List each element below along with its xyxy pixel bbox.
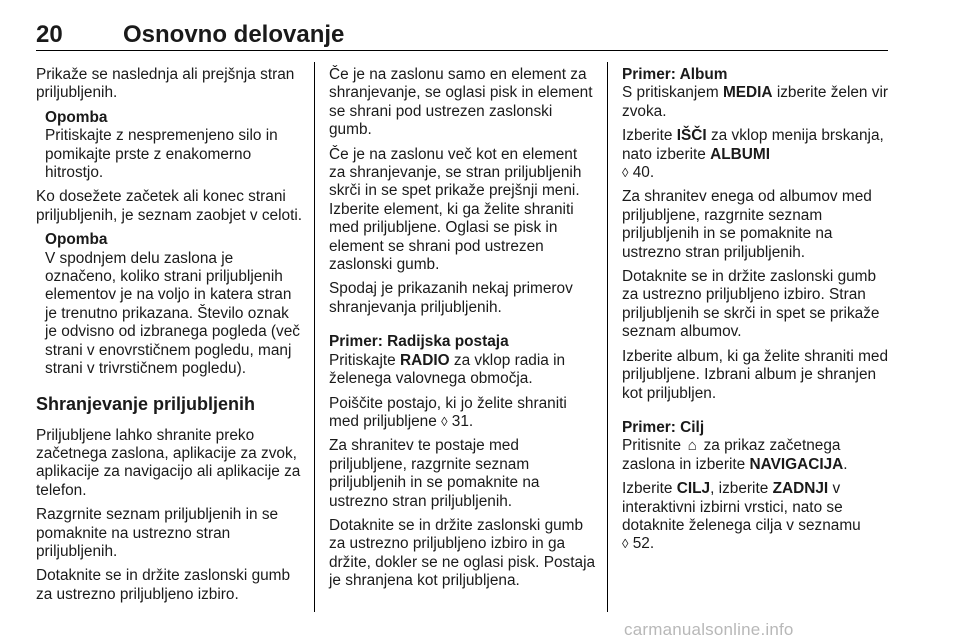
- column-divider-2: [607, 62, 608, 612]
- text: za prikaz začetnega zaslona in izberite: [622, 437, 841, 473]
- paragraph: Za shranitev te postaje med priljubljene, razgrnite seznam priljubljenih in se pomaknite na ustrezno stran priljubljenih.: [329, 437, 540, 510]
- paragraph: [329, 352, 597, 389]
- text: za vklop menija brskanja, nato izberite: [622, 127, 884, 163]
- home-icon: ⌂: [687, 437, 697, 455]
- key-label-cilj: CILJ: [676, 480, 711, 498]
- column-3: [622, 66, 890, 560]
- page-reference-icon: ◊: [622, 165, 629, 181]
- paragraph: [622, 437, 890, 474]
- page-reference[interactable]: 52.: [632, 535, 655, 553]
- column-1: [36, 66, 304, 610]
- paragraph: [622, 127, 890, 182]
- paragraph: Za shranitev enega od albumov med priljubljene, razgrnite seznam priljubljenih in se pomaknite na ustrezno stran priljubljenih.: [622, 188, 872, 261]
- text: Izberite: [622, 480, 673, 498]
- key-label-navigacija: NAVIGACIJA: [749, 455, 844, 473]
- paragraph: Priljubljene lahko shranite preko začetnega zaslona, aplikacije za zvok, aplikacije za navigacijo ali aplikacije za telefon.: [36, 426, 301, 499]
- key-label-radio: RADIO: [400, 351, 450, 369]
- text: v interaktivni izbirni vrstici, nato se dotaknite želenega cilja v seznamu: [622, 480, 861, 534]
- paragraph: Izberite album, ki ga želite shraniti med priljubljene. Izbrani album je shranjen kot priljubljen.: [622, 347, 889, 402]
- paragraph: Če je na zaslonu samo en element za shranjevanje, se oglasi pisk in element se shrani pod ustrezen zaslonski gumb.: [329, 66, 593, 139]
- section-heading: Shranjevanje priljubljenih: [36, 393, 256, 414]
- example-heading: Primer: Radijska postaja: [329, 333, 509, 351]
- text: za vklop radia in želenega valovnega območja.: [329, 351, 566, 388]
- key-label-media: MEDIA: [722, 84, 773, 102]
- text: Izberite: [622, 127, 673, 145]
- note-box: [45, 109, 304, 183]
- paragraph: Spodaj je prikazanih nekaj primerov shranjevanja priljubljenih.: [329, 280, 573, 316]
- page-header: [36, 0, 888, 51]
- text: Poiščite postajo, ki jo želite shraniti med priljubljene: [329, 394, 567, 430]
- text: izberite želen vir zvoka.: [622, 84, 889, 120]
- text: .: [843, 455, 848, 473]
- page-number: 20: [36, 21, 63, 48]
- page-reference[interactable]: 40.: [632, 164, 655, 182]
- paragraph: [622, 480, 890, 554]
- paragraph: Če je na zaslonu več kot en element za shranjevanje, se stran priljubljenih skrči in se spet prikaže prejšnji meni. Izberite element, ki ga želite shraniti med priljubljene. Oglasi se pisk in element se shrani pod ustrezen zaslonski gumb.: [329, 145, 582, 274]
- key-label-isci: IŠČI: [676, 127, 707, 145]
- note-title: Opomba: [45, 231, 108, 249]
- paragraph: Ko dosežete začetek ali konec strani priljubljenih, je seznam zaobjet v celoti.: [36, 188, 303, 224]
- column-divider-1: [314, 62, 315, 612]
- paragraph: Prikaže se naslednja ali prejšnja stran priljubljenih.: [36, 66, 295, 102]
- page-reference-icon: ◊: [622, 536, 629, 552]
- column-2: [329, 66, 597, 597]
- text: Pritisnite: [622, 437, 682, 455]
- paragraph: Razgrnite seznam priljubljenih in se pomaknite na ustrezno stran priljubljenih.: [36, 506, 279, 560]
- note-box: [45, 231, 304, 378]
- text: S pritiskanjem: [622, 84, 719, 102]
- paragraph: [622, 84, 890, 121]
- page-reference[interactable]: 31.: [451, 412, 474, 430]
- watermark: carmanualsonline.info: [624, 620, 794, 639]
- paragraph: [329, 395, 597, 432]
- key-label-zadnji: ZADNJI: [772, 480, 829, 498]
- paragraph: Dotaknite se in držite zaslonski gumb za ustrezno priljubljeno izbiro.: [36, 567, 291, 603]
- page-title: Osnovno delovanje: [123, 21, 345, 48]
- page-reference-icon: ◊: [441, 413, 448, 429]
- paragraph: Dotaknite se in držite zaslonski gumb za ustrezno priljubljeno izbiro. Stran priljubljenih se skrči in spet se prikaže seznam albumov.: [622, 268, 880, 341]
- text: , izberite: [710, 480, 769, 498]
- example-heading: Primer: Cilj: [622, 418, 705, 436]
- example-heading: Primer: Album: [622, 66, 728, 83]
- note-text: V spodnjem delu zaslona je označeno, koliko strani priljubljenih elementov je na voljo in katera stran je trenutno prikazana. Število oznak je odvisno od izbranega pogleda (več strani v enovrstičnem pogledu, manj strani v trivrstičnem pogledu).: [45, 249, 300, 378]
- note-text: Pritiskajte z nespremenjeno silo in pomikajte prste z enakomerno hitrostjo.: [45, 127, 278, 182]
- note-title: Opomba: [45, 108, 108, 126]
- paragraph: Dotaknite se in držite zaslonski gumb za ustrezno priljubljeno izbiro in ga držite, dokler se ne oglasi pisk. Postaja je shranjena kot priljubljena.: [329, 516, 596, 590]
- text: Pritiskajte: [329, 351, 396, 369]
- key-label-albumi: ALBUMI: [710, 145, 770, 163]
